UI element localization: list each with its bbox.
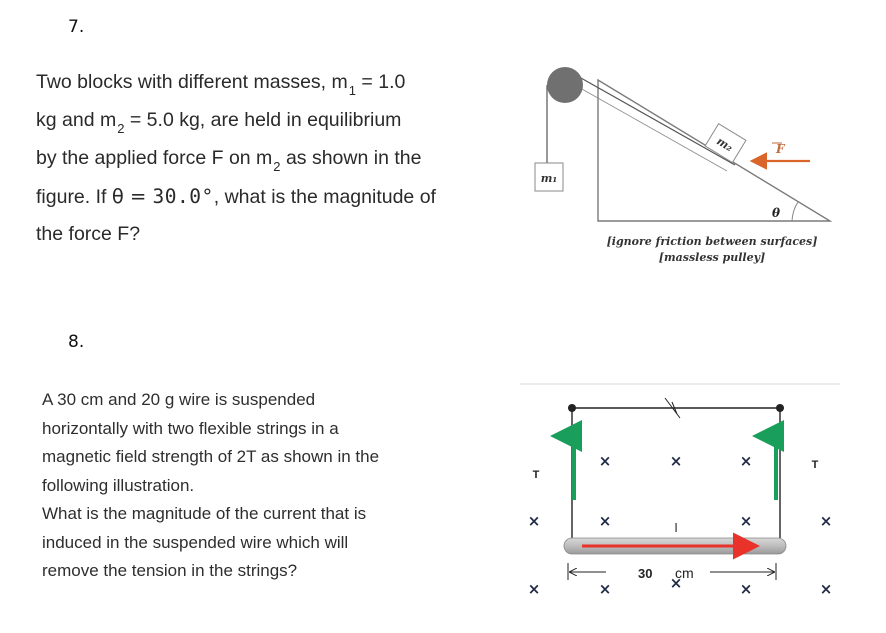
q8-line: following illustration. xyxy=(42,475,195,495)
field-cross-icon: × xyxy=(598,452,612,470)
q7-text-segment: as shown in the xyxy=(280,147,422,169)
field-cross-icon: × xyxy=(598,512,612,530)
question-7-number: 7. xyxy=(68,17,85,37)
field-cross-icon: × xyxy=(598,580,612,598)
field-cross-icon: × xyxy=(669,574,683,592)
length-value: 30 xyxy=(638,566,653,581)
field-cross-icon: × xyxy=(669,452,683,470)
field-cross-icon: × xyxy=(819,512,833,530)
q8-line: magnetic field strength of 2T as shown in the xyxy=(42,447,380,466)
q7-line-4 xyxy=(36,178,476,216)
question-7-text xyxy=(36,64,476,253)
subscript: 2 xyxy=(273,159,281,174)
q7-line-1 xyxy=(36,64,476,102)
subscript: 2 xyxy=(117,121,125,136)
q7-text-segment: , what is the magnitude of xyxy=(213,186,436,208)
question-8-text xyxy=(42,386,442,586)
field-cross-icon: × xyxy=(527,512,541,530)
angle-value: 30.0° xyxy=(152,185,214,208)
tension-label-left: T xyxy=(532,469,540,481)
field-cross-icon: × xyxy=(739,512,753,530)
q7-text-segment: kg and m xyxy=(36,109,117,131)
m2-label: m₂ xyxy=(714,134,736,155)
q8-line: A 30 cm and 20 g wire is suspended xyxy=(42,390,316,409)
q7-line-5: the force F? xyxy=(36,223,141,245)
q7-text-segment: Two blocks with different masses, m xyxy=(36,71,348,93)
q8-line: remove the tension in the strings? xyxy=(42,561,298,580)
current-label: I xyxy=(674,520,678,535)
angle-label: θ xyxy=(772,206,781,220)
q7-text-segment: = 5.0 kg, are held in equilibrium xyxy=(124,109,402,131)
length-unit: cm xyxy=(675,565,694,581)
pulley xyxy=(547,67,583,103)
q7-line-3 xyxy=(36,140,476,178)
field-cross-icon: × xyxy=(739,580,753,598)
magnetic-wire-figure xyxy=(510,382,850,604)
field-cross-icon: × xyxy=(527,580,541,598)
m1-label: m₁ xyxy=(540,172,558,185)
q7-text-segment: figure. If xyxy=(36,186,112,208)
caption-friction: [ignore friction between surfaces] xyxy=(606,235,818,248)
q7-text-segment: by the applied force F on m xyxy=(36,147,273,169)
q8-line: What is the magnitude of the current that is xyxy=(42,504,367,523)
q8-line: induced in the suspended wire which will xyxy=(42,532,349,552)
q8-line: horizontally with two flexible strings in a xyxy=(42,418,339,438)
caption-pulley: [massless pulley] xyxy=(658,251,766,264)
q7-line-2 xyxy=(36,102,476,140)
theta-symbol: θ = xyxy=(111,185,153,208)
tension-label-right: T xyxy=(811,459,819,471)
subscript: 1 xyxy=(348,83,356,98)
q7-text-segment: = 1.0 xyxy=(356,71,406,93)
incline-pulley-figure xyxy=(520,55,860,270)
field-cross-icon: × xyxy=(739,452,753,470)
field-cross-icon: × xyxy=(819,580,833,598)
question-8-number: 8. xyxy=(68,332,85,352)
force-label: F xyxy=(776,142,785,156)
